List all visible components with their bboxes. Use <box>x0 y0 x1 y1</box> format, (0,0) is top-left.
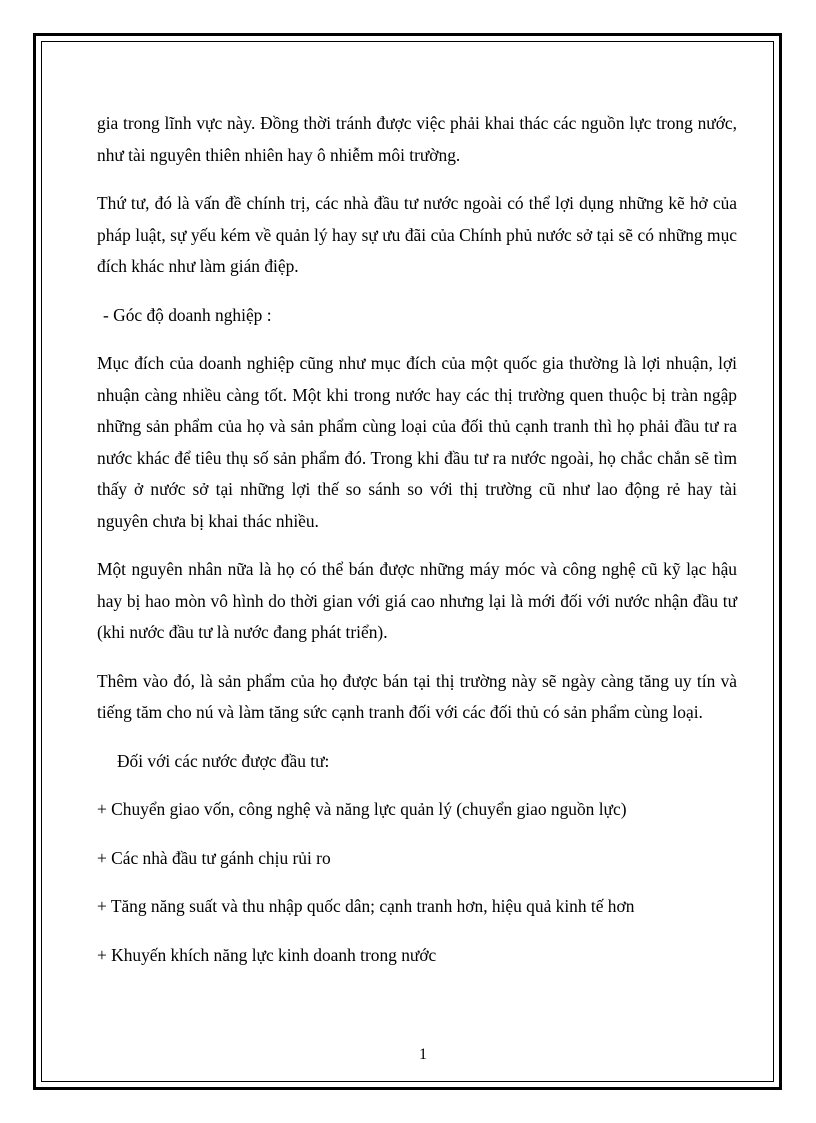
paragraph: Mục đích của doanh nghiệp cũng như mục đích của một quốc gia thường là lợi nhuận, lợi nhuận càng nhiều càng tốt. Một khi trong nước hay các thị trường quen thuộc bị tràn ngập những sản phẩm của họ và sản phẩm cùng loại của đối thủ cạnh tranh thì họ phải đầu tư ra nước khác để tiêu thụ số sản phẩm đó. Trong khi đầu tư ra nước ngoài, họ chắc chắn sẽ tìm thấy ở nước sở tại những lợi thế so sánh so với thị trường cũ như lao động rẻ hay tài nguyên chưa bị khai thác nhiều. <box>97 353 737 531</box>
section-heading: - Góc độ doanh nghiệp : <box>103 304 272 325</box>
paragraph: Thêm vào đó, là sản phẩm của họ được bán tại thị trường này sẽ ngày càng tăng uy tín và tiếng tăm cho nú và làm tăng sức cạnh tranh đối với các đối thủ có sản phẩm cùng loại. <box>97 670 737 722</box>
list-item: + Khuyến khích năng lực kinh doanh trong nước <box>97 944 437 965</box>
page-number: 1 <box>419 1046 427 1063</box>
section-heading: Đối với các nước được đầu tư: <box>117 750 330 771</box>
document-body <box>97 108 737 988</box>
list-item: + Tăng năng suất và thu nhập quốc dân; cạnh tranh hơn, hiệu quả kinh tế hơn <box>97 896 635 916</box>
list-item: + Chuyển giao vốn, công nghệ và năng lực quản lý (chuyển giao nguồn lực) <box>97 799 627 819</box>
paragraph: Một nguyên nhân nữa là họ có thể bán được những máy móc và công nghệ cũ kỹ lạc hậu hay bị hao mòn vô hình do thời gian với giá cao nhưng lại là mới đối với nước nhận đầu tư (khi nước đầu tư là nước đang phát triển). <box>97 559 737 642</box>
paragraph: gia trong lĩnh vực này. Đồng thời tránh được việc phải khai thác các nguồn lực trong nước, như tài nguyên thiên nhiên hay ô nhiễm môi trường. <box>97 113 737 165</box>
paragraph: Thứ tư, đó là vấn đề chính trị, các nhà đầu tư nước ngoài có thể lợi dụng những kẽ hở của pháp luật, sự yếu kém về quản lý hay sự ưu đãi của Chính phủ nước sở tại sẽ có những mục đích khác như làm gián điệp. <box>97 193 737 276</box>
list-item: + Các nhà đầu tư gánh chịu rủi ro <box>97 847 331 868</box>
